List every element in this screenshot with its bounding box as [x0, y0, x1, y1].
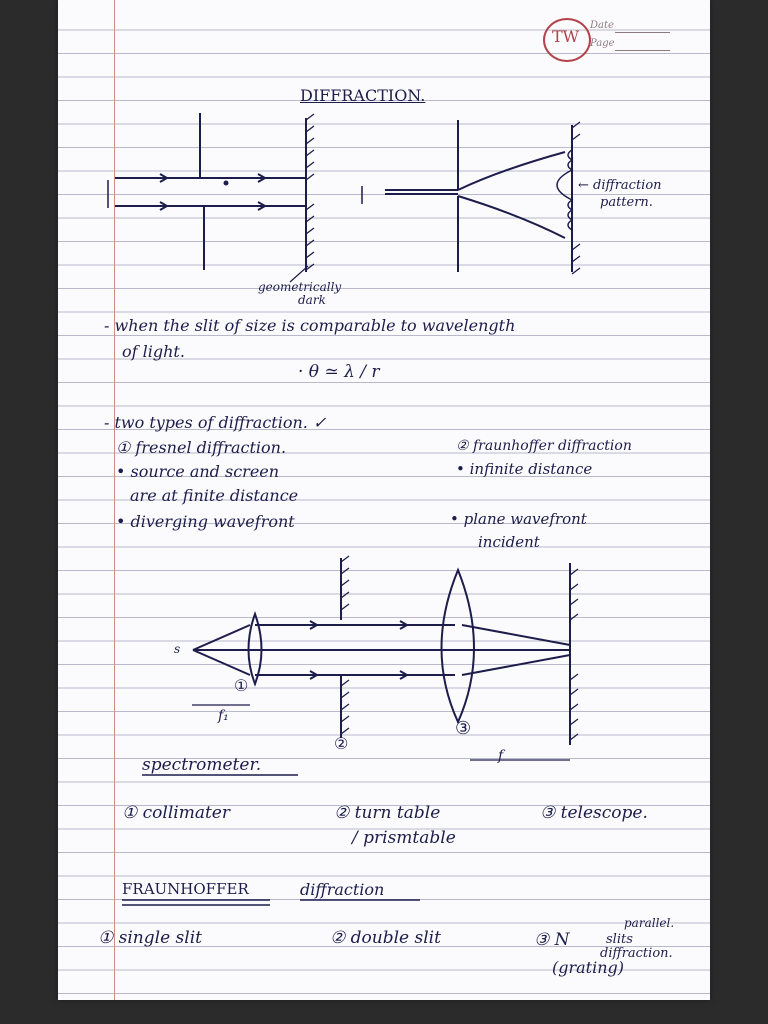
types-heading: - two types of diffraction. ✓ — [104, 413, 327, 432]
label-diffraction: ← diffraction — [578, 178, 662, 193]
logo-text: TW — [552, 27, 580, 46]
source-label: s — [174, 642, 181, 656]
fresnel-point-1a: • source and screen — [116, 462, 280, 481]
screen-2-hatch — [572, 122, 580, 274]
grating-hatch — [341, 556, 349, 734]
label-geometrically: geometrically — [258, 280, 342, 294]
ray-arrows — [160, 174, 265, 210]
grating-number: ② — [334, 734, 349, 753]
screen-1-hatch — [306, 114, 314, 270]
lens-2 — [442, 570, 475, 722]
fraunhofer-point-2b: incident — [478, 533, 540, 551]
diffraction-pattern-curve — [557, 150, 572, 230]
fraunhoffer-item-1: ① single slit — [98, 928, 202, 948]
spectrometer-item-2b: / prismtable — [352, 828, 456, 848]
fraunhoffer-item-3-parallel: parallel. — [624, 916, 675, 930]
collimator-number: ① — [234, 676, 249, 695]
date-label: Date — [590, 20, 614, 31]
label-dark: dark — [298, 293, 326, 307]
f-label: f — [498, 748, 504, 764]
note-line-2: of light. — [122, 342, 185, 361]
source-ray-down — [193, 650, 250, 675]
telescope-number: ③ — [455, 718, 472, 739]
fraunhoffer-item-3-slits: slits — [606, 932, 633, 947]
fraunhofer-point-1: • infinite distance — [456, 460, 593, 478]
formula: · θ ≃ λ / r — [298, 362, 380, 382]
fraunhoffer-heading: FRAUNHOFFER — [122, 880, 249, 898]
fraunhoffer-item-3-grating: (grating) — [552, 958, 625, 977]
spectrometer-item-1: ① collimater — [122, 803, 230, 823]
spectrometer-item-3: ③ telescope. — [540, 803, 648, 823]
fresnel-point-1b: are at finite distance — [130, 486, 299, 505]
diffracted-lower — [458, 196, 565, 238]
source-ray-up — [193, 625, 250, 650]
f1-label: f₁ — [218, 708, 229, 724]
fraunhoffer-item-3-diffraction: diffraction. — [600, 946, 673, 961]
spectrometer-heading: spectrometer. — [142, 755, 262, 775]
screen-3-hatch — [570, 569, 578, 740]
fraunhoffer-item-3: ③ N — [534, 930, 570, 950]
converge-top — [462, 625, 570, 645]
fresnel-label: ① fresnel diffraction. — [116, 438, 287, 457]
diffracted-upper — [458, 152, 565, 190]
dot — [225, 182, 228, 185]
page-title: DIFFRACTION. — [300, 86, 426, 105]
fraunhoffer-heading-diffraction: diffraction — [300, 880, 385, 899]
spectrometer-item-2: ② turn table — [334, 803, 441, 823]
note-line-1: - when the slit of size is comparable to wavelength — [104, 316, 516, 335]
label-pattern: pattern. — [600, 195, 653, 210]
converge-bottom — [462, 655, 570, 675]
page-label: Page — [590, 38, 615, 49]
fraunhofer-label: ② fraunhoffer diffraction — [456, 438, 632, 454]
fresnel-point-2: • diverging wavefront — [116, 512, 295, 531]
fraunhoffer-item-2: ② double slit — [330, 928, 441, 948]
fraunhofer-point-2a: • plane wavefront — [450, 510, 587, 528]
